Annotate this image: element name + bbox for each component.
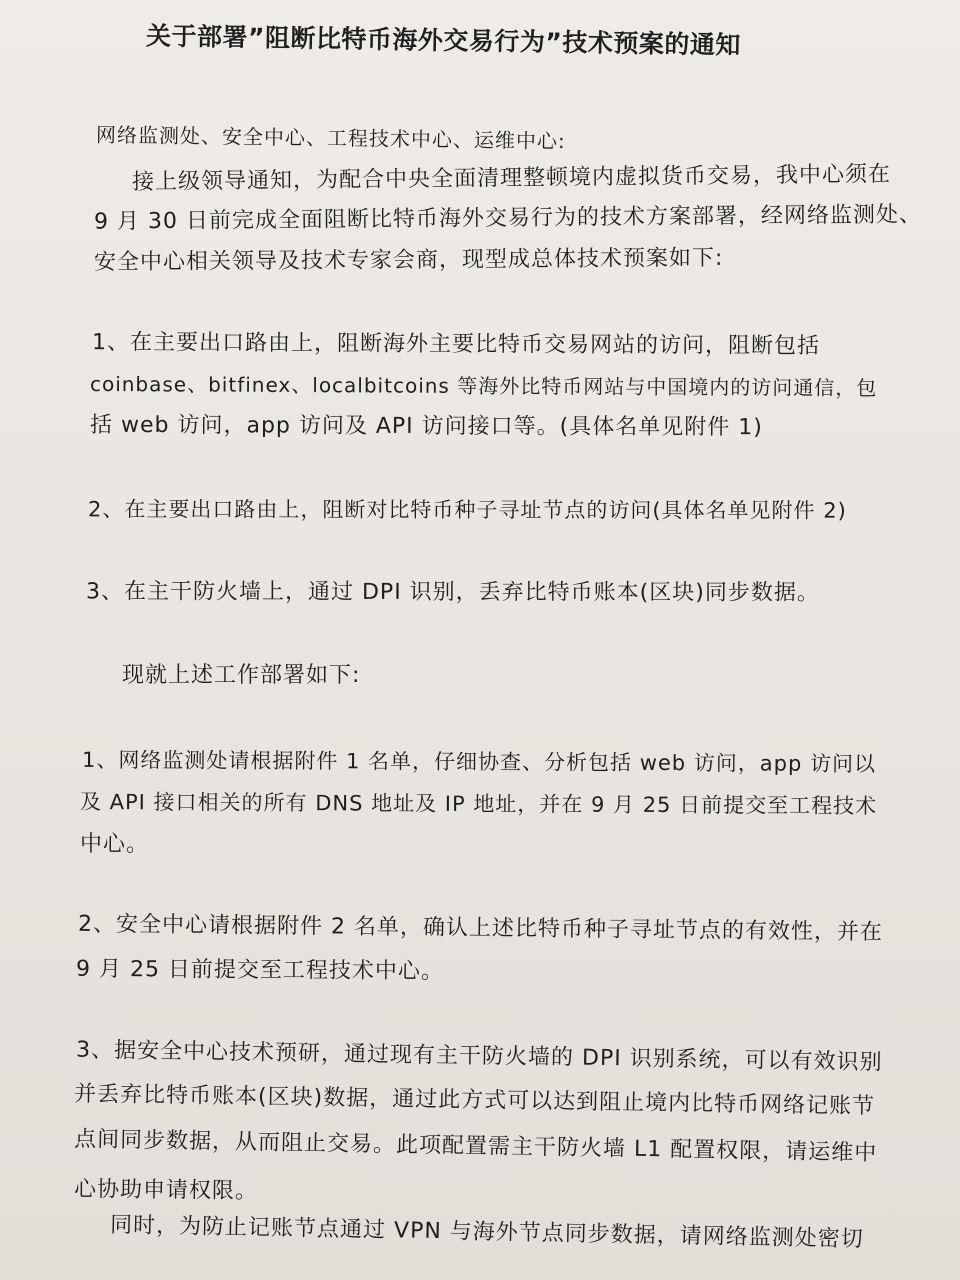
plan-item-2: 2、在主要出口路由上，阻断对比特币种子寻址节点的访问(具体名单见附件 2) bbox=[87, 497, 847, 523]
intro-line-1: 接上级领导通知，为配合中央全面清理整顿境内虚拟货币交易，我中心须在 bbox=[131, 162, 892, 195]
work-item-2-line-2: 9 月 25 日前提交至工程技术中心。 bbox=[75, 956, 445, 985]
closing-line: 同时，为防止记账节点通过 VPN 与海外节点同步数据，请网络监测处密切 bbox=[109, 1212, 864, 1253]
plan-item-1-line-3: 括 web 访问，app 访问及 API 访问接口等。(具体名单见附件 1) bbox=[89, 412, 763, 441]
work-item-3-line-1: 3、据安全中心技术预研，通过现有主干防火墙的 DPI 识别系统，可以有效识别 bbox=[75, 1037, 883, 1076]
recipients-line: 网络监测处、安全中心、工程技术中心、运维中心: bbox=[95, 122, 566, 154]
work-item-3-line-3: 点间同步数据，从而阻止交易。此项配置需主干防火墙 L1 配置权限，请运维中 bbox=[73, 1126, 878, 1167]
plan-item-1-line-2: coinbase、bitfinex、localbitcoins 等海外比特币网站与中国境内的访问通信，包 bbox=[89, 371, 878, 401]
work-item-3-line-2: 并丢弃比特币账本(区块)数据，通过此方式可以达到阻止境内比特币网络记账节 bbox=[73, 1081, 876, 1120]
plan-item-3: 3、在主干防火墙上，通过 DPI 识别，丢弃比特币账本(区块)同步数据。 bbox=[85, 579, 820, 606]
intro-line-3: 安全中心相关领导及技术专家会商，现型成总体技术预案如下: bbox=[93, 245, 724, 276]
work-item-1-line-1: 1、网络监测处请根据附件 1 名单，仔细协查、分析包括 web 访问，app 访问以 bbox=[81, 747, 877, 777]
work-item-1-line-2: 及 API 接口相关的所有 DNS 地址及 IP 地址，并在 9 月 25 日前提交至工程技术 bbox=[79, 789, 878, 819]
work-item-3-line-4: 心协助申请权限。 bbox=[73, 1177, 259, 1204]
intro-line-2: 9 月 30 日前完成全面阻断比特币海外交易行为的技术方案部署，经网络监测处、 bbox=[93, 202, 923, 235]
plan-item-1-line-1: 1、在主要出口路由上，阻断海外主要比特币交易网站的访问，阻断包括 bbox=[91, 330, 821, 359]
work-intro: 现就上述工作部署如下: bbox=[122, 663, 361, 688]
work-item-2-line-1: 2、安全中心请根据附件 2 名单，确认上述比特币种子寻址节点的有效性，并在 bbox=[77, 911, 884, 946]
work-item-1-line-3: 中心。 bbox=[80, 832, 150, 857]
document-title: 关于部署”阻断比特币海外交易行为”技术预案的通知 bbox=[145, 21, 742, 60]
